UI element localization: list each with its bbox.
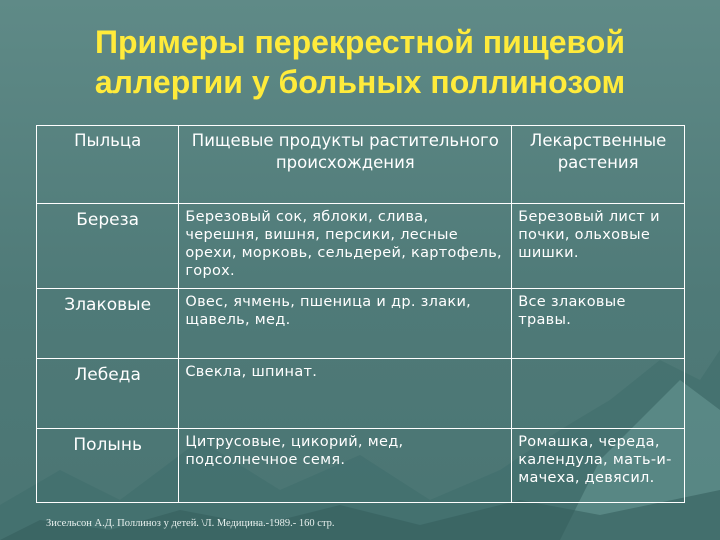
pollen-cell: Полынь	[37, 429, 179, 503]
herbs-cell	[512, 359, 685, 429]
source-footnote: Зисельсон А.Д. Поллиноз у детей. \Л. Медицина.-1989.- 160 стр.	[46, 518, 335, 529]
herbs-cell: Все злаковые травы.	[512, 289, 685, 359]
herbs-cell: Березовый лист и почки, ольховые шишки.	[512, 204, 685, 289]
cross-allergy-table	[36, 125, 685, 503]
table-row	[37, 359, 685, 429]
pollen-cell: Береза	[37, 204, 179, 289]
header-foods: Пищевые продукты растительного происхождения	[179, 126, 512, 204]
foods-cell: Березовый сок, яблоки, слива, черешня, вишня, персики, лесные орехи, морковь, сельдерей, картофель, горох.	[179, 204, 512, 289]
title-line-1: Примеры перекрестной пищевой	[94, 24, 626, 60]
slide-title	[0, 22, 720, 102]
pollen-cell: Злаковые	[37, 289, 179, 359]
table-header-row	[37, 126, 685, 204]
pollen-cell: Лебеда	[37, 359, 179, 429]
table-row	[37, 204, 685, 289]
herbs-cell: Ромашка, череда, календула, мать-и-мачеха, девясил.	[512, 429, 685, 503]
header-pollen: Пыльца	[37, 126, 179, 204]
table-row	[37, 289, 685, 359]
table-row	[37, 429, 685, 503]
title-line-2: аллергии у больных поллинозом	[94, 64, 626, 100]
foods-cell: Цитрусовые, цикорий, мед, подсолнечное семя.	[179, 429, 512, 503]
foods-cell: Овес, ячмень, пшеница и др. злаки, щавель, мед.	[179, 289, 512, 359]
foods-cell: Свекла, шпинат.	[179, 359, 512, 429]
header-herbs: Лекарственные растения	[512, 126, 685, 204]
